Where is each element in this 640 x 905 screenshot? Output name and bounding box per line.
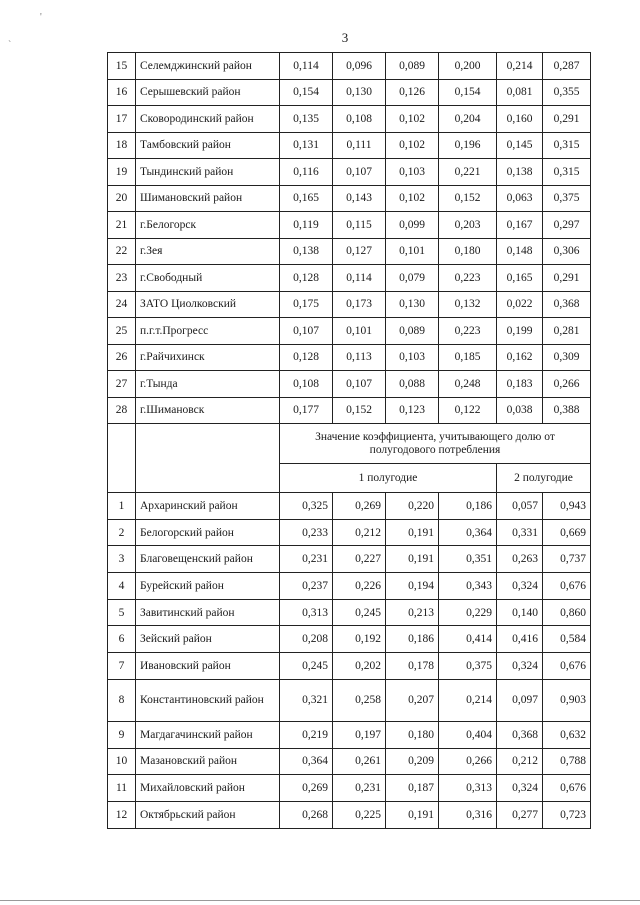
header-half1: 1 полугодие (280, 464, 497, 493)
district-name: г.Белогорск (136, 212, 280, 239)
table-row (108, 53, 591, 80)
table-row (108, 318, 591, 345)
table-row (108, 653, 591, 680)
coefficient-value: 0,676 (543, 573, 591, 600)
row-number: 23 (108, 265, 136, 292)
coefficient-value: 0,143 (333, 185, 386, 212)
table-row (108, 626, 591, 653)
row-number: 17 (108, 106, 136, 133)
district-name: Мазановский район (136, 748, 280, 775)
coefficient-value: 0,175 (280, 291, 333, 318)
coefficient-value: 0,212 (497, 748, 543, 775)
district-name: г.Свободный (136, 265, 280, 292)
coefficient-value: 0,119 (280, 212, 333, 239)
coefficient-value: 0,331 (497, 519, 543, 546)
coefficient-value: 0,135 (280, 106, 333, 133)
coefficient-value: 0,315 (543, 132, 591, 159)
district-name: Тамбовский район (136, 132, 280, 159)
coefficient-value: 0,107 (333, 159, 386, 186)
coefficient-value: 0,414 (439, 626, 497, 653)
district-name: Константиновский район (136, 679, 280, 721)
coefficient-table (107, 52, 591, 829)
coefficient-value: 0,089 (386, 318, 439, 345)
district-name: Завитинский район (136, 599, 280, 626)
coefficient-value: 0,220 (386, 493, 439, 520)
row-number: 18 (108, 132, 136, 159)
coefficient-value: 0,126 (386, 79, 439, 106)
coefficient-value: 0,165 (280, 185, 333, 212)
district-name: Сковородинский район (136, 106, 280, 133)
coefficient-value: 0,152 (333, 397, 386, 424)
coefficient-value: 0,154 (280, 79, 333, 106)
coefficient-value: 0,162 (497, 344, 543, 371)
coefficient-value: 0,266 (543, 371, 591, 398)
coefficient-value: 0,152 (439, 185, 497, 212)
row-number: 10 (108, 748, 136, 775)
coefficient-value: 0,324 (497, 653, 543, 680)
coefficient-value: 0,227 (333, 546, 386, 573)
coefficient-value: 0,177 (280, 397, 333, 424)
table-header-row (108, 424, 591, 464)
coefficient-value: 0,114 (333, 265, 386, 292)
district-name: г.Тында (136, 371, 280, 398)
coefficient-value: 0,375 (543, 185, 591, 212)
coefficient-value: 0,097 (497, 679, 543, 721)
coefficient-value: 0,219 (280, 721, 333, 748)
coefficient-value: 0,203 (439, 212, 497, 239)
coefficient-value: 0,676 (543, 653, 591, 680)
header-empty-num (108, 424, 136, 493)
row-number: 5 (108, 599, 136, 626)
row-number: 16 (108, 79, 136, 106)
district-name: Селемджинский район (136, 53, 280, 80)
coefficient-value: 0,269 (333, 493, 386, 520)
coefficient-value: 0,102 (386, 132, 439, 159)
table-row (108, 546, 591, 573)
row-number: 9 (108, 721, 136, 748)
row-number: 12 (108, 801, 136, 828)
scan-speck: ` (8, 40, 12, 51)
coefficient-value: 0,088 (386, 371, 439, 398)
coefficient-value: 0,261 (333, 748, 386, 775)
header-title: Значение коэффициента, учитывающего долю от полугодового потребления (280, 424, 591, 464)
coefficient-value: 0,103 (386, 159, 439, 186)
coefficient-value: 0,245 (280, 653, 333, 680)
coefficient-value: 0,130 (333, 79, 386, 106)
coefficient-value: 0,209 (386, 748, 439, 775)
coefficient-value: 0,266 (439, 748, 497, 775)
district-name: г.Зея (136, 238, 280, 265)
coefficient-value: 0,324 (497, 573, 543, 600)
coefficient-value: 0,191 (386, 801, 439, 828)
coefficient-value: 0,138 (497, 159, 543, 186)
coefficient-value: 0,237 (280, 573, 333, 600)
coefficient-value: 0,194 (386, 573, 439, 600)
coefficient-value: 0,122 (439, 397, 497, 424)
district-name: Октябрьский район (136, 801, 280, 828)
coefficient-value: 0,096 (333, 53, 386, 80)
district-name: Тындинский район (136, 159, 280, 186)
row-number: 25 (108, 318, 136, 345)
district-name: Зейский район (136, 626, 280, 653)
coefficient-value: 0,788 (543, 748, 591, 775)
row-number: 3 (108, 546, 136, 573)
coefficient-value: 0,207 (386, 679, 439, 721)
coefficient-value: 0,281 (543, 318, 591, 345)
coefficient-value: 0,404 (439, 721, 497, 748)
coefficient-value: 0,185 (439, 344, 497, 371)
row-number: 27 (108, 371, 136, 398)
coefficient-value: 0,226 (333, 573, 386, 600)
coefficient-value: 0,113 (333, 344, 386, 371)
row-number: 19 (108, 159, 136, 186)
coefficient-value: 0,737 (543, 546, 591, 573)
coefficient-value: 0,132 (439, 291, 497, 318)
coefficient-value: 0,167 (497, 212, 543, 239)
table-row (108, 265, 591, 292)
coefficient-value: 0,287 (543, 53, 591, 80)
coefficient-value: 0,186 (439, 493, 497, 520)
row-number: 21 (108, 212, 136, 239)
coefficient-value: 0,148 (497, 238, 543, 265)
coefficient-value: 0,063 (497, 185, 543, 212)
table-row (108, 397, 591, 424)
scan-speck: ' (40, 12, 42, 23)
coefficient-value: 0,248 (439, 371, 497, 398)
coefficient-value: 0,291 (543, 106, 591, 133)
row-number: 28 (108, 397, 136, 424)
coefficient-value: 0,140 (497, 599, 543, 626)
row-number: 26 (108, 344, 136, 371)
coefficient-value: 0,208 (280, 626, 333, 653)
table-row (108, 106, 591, 133)
coefficient-value: 0,316 (439, 801, 497, 828)
coefficient-value: 0,291 (543, 265, 591, 292)
coefficient-value: 0,321 (280, 679, 333, 721)
coefficient-value: 0,108 (333, 106, 386, 133)
coefficient-value: 0,313 (439, 775, 497, 802)
coefficient-value: 0,723 (543, 801, 591, 828)
coefficient-value: 0,632 (543, 721, 591, 748)
coefficient-value: 0,200 (439, 53, 497, 80)
table-row (108, 79, 591, 106)
coefficient-value: 0,145 (497, 132, 543, 159)
coefficient-value: 0,258 (333, 679, 386, 721)
table-row (108, 493, 591, 520)
coefficient-value: 0,355 (543, 79, 591, 106)
coefficient-value: 0,388 (543, 397, 591, 424)
coefficient-value: 0,223 (439, 318, 497, 345)
table-section-bottom (108, 493, 591, 829)
coefficient-value: 0,022 (497, 291, 543, 318)
coefficient-value: 0,038 (497, 397, 543, 424)
coefficient-value: 0,191 (386, 546, 439, 573)
coefficient-value: 0,233 (280, 519, 333, 546)
coefficient-value: 0,081 (497, 79, 543, 106)
coefficient-value: 0,231 (333, 775, 386, 802)
coefficient-value: 0,269 (280, 775, 333, 802)
coefficient-value: 0,107 (333, 371, 386, 398)
table-row (108, 159, 591, 186)
coefficient-value: 0,313 (280, 599, 333, 626)
coefficient-value: 0,297 (543, 212, 591, 239)
coefficient-value: 0,343 (439, 573, 497, 600)
district-name: г.Райчихинск (136, 344, 280, 371)
coefficient-value: 0,676 (543, 775, 591, 802)
district-name: п.г.т.Прогресс (136, 318, 280, 345)
coefficient-value: 0,263 (497, 546, 543, 573)
coefficient-value: 0,364 (280, 748, 333, 775)
district-name: Михайловский район (136, 775, 280, 802)
coefficient-value: 0,180 (439, 238, 497, 265)
row-number: 6 (108, 626, 136, 653)
coefficient-value: 0,229 (439, 599, 497, 626)
table-row (108, 132, 591, 159)
table-row (108, 185, 591, 212)
district-name: Ивановский район (136, 653, 280, 680)
coefficient-value: 0,138 (280, 238, 333, 265)
coefficient-value: 0,116 (280, 159, 333, 186)
coefficient-value: 0,102 (386, 185, 439, 212)
table-row (108, 519, 591, 546)
table-row (108, 212, 591, 239)
table-row (108, 291, 591, 318)
coefficient-value: 0,114 (280, 53, 333, 80)
district-name: г.Шимановск (136, 397, 280, 424)
table-row (108, 801, 591, 828)
coefficient-value: 0,223 (439, 265, 497, 292)
table-row (108, 238, 591, 265)
coefficient-value: 0,943 (543, 493, 591, 520)
coefficient-value: 0,165 (497, 265, 543, 292)
coefficient-value: 0,204 (439, 106, 497, 133)
coefficient-value: 0,315 (543, 159, 591, 186)
coefficient-value: 0,325 (280, 493, 333, 520)
coefficient-value: 0,196 (439, 132, 497, 159)
table-row (108, 344, 591, 371)
district-name: Архаринский район (136, 493, 280, 520)
coefficient-value: 0,128 (280, 344, 333, 371)
coefficient-value: 0,221 (439, 159, 497, 186)
coefficient-value: 0,584 (543, 626, 591, 653)
coefficient-value: 0,089 (386, 53, 439, 80)
coefficient-value: 0,103 (386, 344, 439, 371)
coefficient-value: 0,351 (439, 546, 497, 573)
coefficient-value: 0,130 (386, 291, 439, 318)
coefficient-value: 0,127 (333, 238, 386, 265)
coefficient-value: 0,277 (497, 801, 543, 828)
coefficient-value: 0,368 (497, 721, 543, 748)
district-name: Белогорский район (136, 519, 280, 546)
coefficient-value: 0,102 (386, 106, 439, 133)
coefficient-value: 0,306 (543, 238, 591, 265)
row-number: 8 (108, 679, 136, 721)
coefficient-value: 0,309 (543, 344, 591, 371)
coefficient-value: 0,197 (333, 721, 386, 748)
row-number: 24 (108, 291, 136, 318)
coefficient-value: 0,903 (543, 679, 591, 721)
header-half2: 2 полугодие (497, 464, 591, 493)
district-name: Магдагачинский район (136, 721, 280, 748)
coefficient-value: 0,202 (333, 653, 386, 680)
coefficient-value: 0,123 (386, 397, 439, 424)
coefficient-value: 0,178 (386, 653, 439, 680)
coefficient-value: 0,368 (543, 291, 591, 318)
table-row (108, 775, 591, 802)
row-number: 15 (108, 53, 136, 80)
row-number: 2 (108, 519, 136, 546)
district-name: ЗАТО Циолковский (136, 291, 280, 318)
coefficient-value: 0,324 (497, 775, 543, 802)
coefficient-value: 0,191 (386, 519, 439, 546)
coefficient-value: 0,108 (280, 371, 333, 398)
coefficient-value: 0,154 (439, 79, 497, 106)
coefficient-value: 0,199 (497, 318, 543, 345)
district-name: Благовещенский район (136, 546, 280, 573)
coefficient-value: 0,186 (386, 626, 439, 653)
coefficient-value: 0,860 (543, 599, 591, 626)
coefficient-value: 0,212 (333, 519, 386, 546)
coefficient-value: 0,101 (333, 318, 386, 345)
coefficient-value: 0,107 (280, 318, 333, 345)
coefficient-value: 0,669 (543, 519, 591, 546)
page-bottom-edge (0, 900, 640, 901)
table-row (108, 573, 591, 600)
table-row (108, 721, 591, 748)
table-row (108, 371, 591, 398)
coefficient-value: 0,268 (280, 801, 333, 828)
coefficient-value: 0,364 (439, 519, 497, 546)
district-name: Шимановский район (136, 185, 280, 212)
coefficient-value: 0,187 (386, 775, 439, 802)
coefficient-value: 0,231 (280, 546, 333, 573)
district-name: Бурейский район (136, 573, 280, 600)
coefficient-value: 0,173 (333, 291, 386, 318)
table-header-section (108, 424, 591, 493)
coefficient-value: 0,375 (439, 653, 497, 680)
row-number: 11 (108, 775, 136, 802)
coefficient-value: 0,213 (386, 599, 439, 626)
table-row (108, 748, 591, 775)
coefficient-value: 0,131 (280, 132, 333, 159)
coefficient-value: 0,160 (497, 106, 543, 133)
page-number: 3 (341, 30, 349, 45)
coefficient-value: 0,079 (386, 265, 439, 292)
row-number: 1 (108, 493, 136, 520)
coefficient-value: 0,099 (386, 212, 439, 239)
coefficient-value: 0,214 (497, 53, 543, 80)
row-number: 20 (108, 185, 136, 212)
district-name: Серышевский район (136, 79, 280, 106)
table-section-top (108, 53, 591, 424)
coefficient-value: 0,111 (333, 132, 386, 159)
table-row (108, 679, 591, 721)
table-row (108, 599, 591, 626)
row-number: 7 (108, 653, 136, 680)
coefficient-value: 0,057 (497, 493, 543, 520)
coefficient-value: 0,214 (439, 679, 497, 721)
coefficient-value: 0,192 (333, 626, 386, 653)
coefficient-value: 0,115 (333, 212, 386, 239)
coefficient-value: 0,416 (497, 626, 543, 653)
row-number: 4 (108, 573, 136, 600)
coefficient-value: 0,245 (333, 599, 386, 626)
row-number: 22 (108, 238, 136, 265)
coefficient-value: 0,180 (386, 721, 439, 748)
coefficient-value: 0,128 (280, 265, 333, 292)
coefficient-value: 0,225 (333, 801, 386, 828)
header-empty-name (136, 424, 280, 493)
coefficient-value: 0,101 (386, 238, 439, 265)
coefficient-value: 0,183 (497, 371, 543, 398)
